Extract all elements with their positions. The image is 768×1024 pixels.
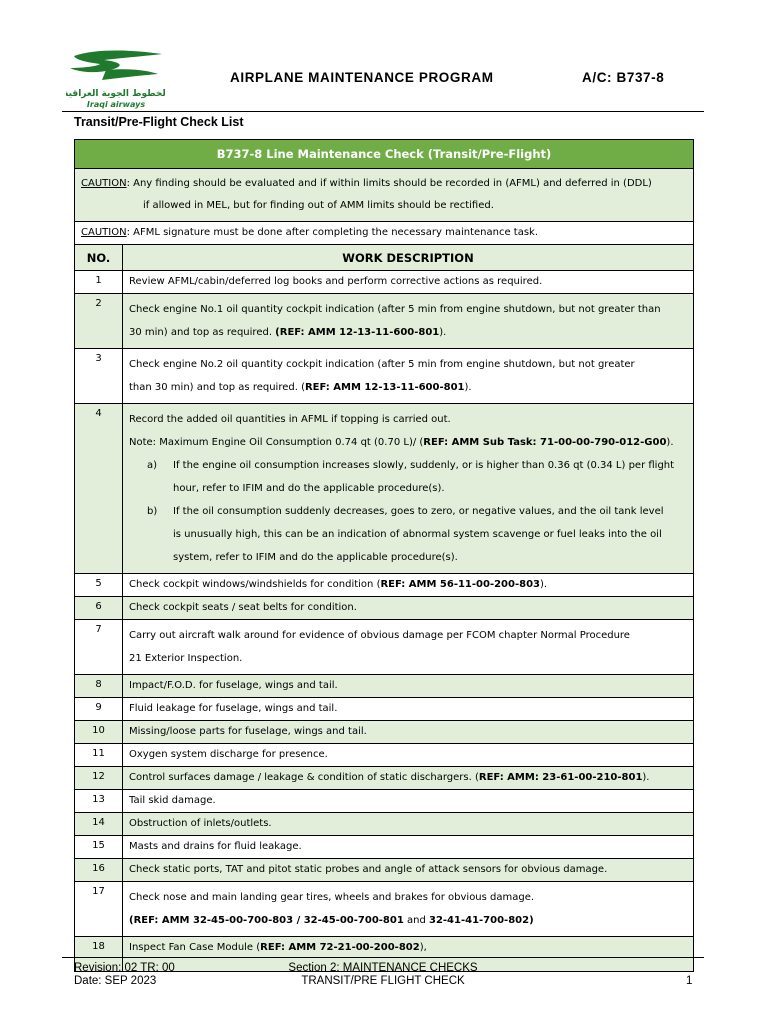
sub-item-text: hour, refer to IFIM and do the applicable procedure(s). (173, 483, 445, 494)
row-description-cont: than 30 min) and top as required. ( (129, 382, 305, 393)
table-row (75, 836, 694, 859)
caution-row (75, 169, 694, 222)
table-title: B737-8 Line Maintenance Check (Transit/Pre-Flight) (75, 140, 694, 169)
footer-center (276, 962, 490, 988)
table-row (75, 813, 694, 836)
col-header-no: NO. (75, 245, 123, 271)
table-row (75, 698, 694, 721)
caution-row (75, 222, 694, 245)
sub-item-text: If the engine oil consumption increases slowly, suddenly, or is higher than 0.36 qt (0.34 L) per flight (173, 460, 675, 471)
row-number: 4 (75, 404, 123, 574)
punctuation: ). (642, 772, 650, 783)
conjunction: and (403, 915, 429, 926)
sub-item-a (129, 454, 687, 500)
punctuation: ). (666, 437, 674, 448)
punctuation: ), (419, 942, 427, 953)
row-number: 6 (75, 597, 123, 620)
page-number: 1 (686, 975, 693, 987)
row-description: Inspect Fan Case Module ( (129, 942, 261, 953)
table-row (75, 882, 694, 937)
row-description: Carry out aircraft walk around for evidence of obvious damage per FCOM chapter Normal Procedure (129, 630, 630, 641)
program-title: AIRPLANE MAINTENANCE PROGRAM (230, 70, 494, 85)
logo-english-text: Iraqi airways (86, 100, 146, 109)
row-number: 2 (75, 294, 123, 349)
table-title-row (75, 140, 694, 169)
row-description-cont: 21 Exterior Inspection. (129, 653, 243, 664)
table-row (75, 767, 694, 790)
amm-reference: REF: AMM 12-13-11-600-801 (304, 382, 465, 393)
aircraft-type: A/C: B737-8 (582, 70, 665, 85)
sub-item-text: system, refer to IFIM and do the applicable procedure(s). (173, 552, 458, 563)
table-row (75, 859, 694, 882)
column-header-row (75, 245, 694, 271)
row-description: Masts and drains for fluid leakage. (129, 841, 302, 852)
row-description: Obstruction of inlets/outlets. (129, 818, 272, 829)
punctuation: ). (540, 579, 548, 590)
caution-text: : AFML signature must be done after completing the necessary maintenance task. (126, 227, 539, 238)
row-number: 10 (75, 721, 123, 744)
row-description: Check engine No.2 oil quantity cockpit indication (after 5 min from engine shutdown, but not greater (129, 359, 635, 370)
amm-reference: (REF: AMM 32-45-00-700-803 / 32-45-00-700-801 (129, 915, 404, 926)
row-number: 9 (75, 698, 123, 721)
sub-item-text: If the oil consumption suddenly decreases, goes to zero, or negative values, and the oil tank level (173, 506, 664, 517)
row-description: Review AFML/cabin/deferred log books and perform corrective actions as required. (129, 276, 543, 287)
subsection-name: TRANSIT/PRE FLIGHT CHECK (301, 975, 465, 987)
table-row (75, 349, 694, 404)
row-number: 14 (75, 813, 123, 836)
revision-date: Date: SEP 2023 (74, 975, 157, 987)
row-description-cont: 30 min) and top as required. (129, 327, 276, 338)
row-description: Check engine No.1 oil quantity cockpit indication (after 5 min from engine shutdown, but not greater than (129, 304, 661, 315)
col-header-description: WORK DESCRIPTION (123, 245, 694, 271)
sub-item-b (129, 500, 687, 569)
amm-reference: 32-41-41-700-802) (428, 915, 534, 926)
amm-reference: (REF: AMM 12-13-11-600-801 (275, 327, 440, 338)
section-name: Section 2: MAINTENANCE CHECKS (288, 962, 478, 974)
amm-reference: REF: AMM: 23-61-00-210-801 (478, 772, 643, 783)
amm-reference: REF: AMM 72-21-00-200-802 (260, 942, 420, 953)
table-row (75, 294, 694, 349)
footer-divider (62, 957, 704, 958)
row-description: Record the added oil quantities in AFML if topping is carried out. (129, 414, 451, 425)
caution-label: CAUTION (81, 227, 127, 238)
row-number: 11 (75, 744, 123, 767)
row-number: 18 (75, 937, 123, 972)
row-number: 5 (75, 574, 123, 597)
row-description: Tail skid damage. (129, 795, 216, 806)
row-description: Fluid leakage for fuselage, wings and tail. (129, 703, 338, 714)
table-row (75, 271, 694, 294)
amm-reference: REF: AMM Sub Task: 71-00-00-790-012-G00 (423, 437, 667, 448)
caution-text: : Any finding should be evaluated and if within limits should be recorded in (AFML) and deferred in (DDL) (126, 178, 652, 189)
row-description: Impact/F.O.D. for fuselage, wings and tail. (129, 680, 338, 691)
table-row (75, 790, 694, 813)
row-description: Check cockpit windows/windshields for condition ( (129, 579, 381, 590)
table-row (75, 597, 694, 620)
row-description: Check cockpit seats / seat belts for condition. (129, 602, 357, 613)
amm-reference: REF: AMM 56-11-00-200-803 (380, 579, 541, 590)
header-divider (62, 111, 704, 112)
caution-text-cont: if allowed in MEL, but for finding out of AMM limits should be rectified. (143, 200, 494, 211)
row-description: Check nose and main landing gear tires, wheels and brakes for obvious damage. (129, 892, 535, 903)
logo-arabic-text: الخطوط الجوية العراقية (66, 89, 166, 99)
checklist-title: Transit/Pre-Flight Check List (74, 115, 244, 129)
oil-consumption-note: Note: Maximum Engine Oil Consumption 0.74 qt (0.70 L)/ ( (129, 437, 424, 448)
row-number: 13 (75, 790, 123, 813)
row-description: Check static ports, TAT and pitot static probes and angle of attack sensors for obvious damage. (129, 864, 608, 875)
row-number: 3 (75, 349, 123, 404)
footer-left (74, 962, 175, 988)
row-number: 16 (75, 859, 123, 882)
sub-item-text: is unusually high, this can be an indication of abnormal system scavenge or fuel leaks into the oil (173, 529, 662, 540)
table-row (75, 620, 694, 675)
sub-item-label: a) (147, 460, 158, 471)
row-number: 7 (75, 620, 123, 675)
revision-info: Revision: 02 TR: 00 (74, 962, 175, 974)
row-number: 17 (75, 882, 123, 937)
caution-label: CAUTION (81, 178, 127, 189)
sub-item-label: b) (147, 506, 158, 517)
punctuation: ). (439, 327, 447, 338)
iraqi-airways-logo (66, 48, 166, 110)
table-row (75, 721, 694, 744)
punctuation: ). (464, 382, 472, 393)
row-description: Control surfaces damage / leakage & condition of static dischargers. ( (129, 772, 479, 783)
table-row (75, 574, 694, 597)
row-number: 12 (75, 767, 123, 790)
row-number: 8 (75, 675, 123, 698)
row-description: Missing/loose parts for fuselage, wings and tail. (129, 726, 367, 737)
table-row (75, 404, 694, 574)
table-row (75, 744, 694, 767)
row-description: Oxygen system discharge for presence. (129, 749, 328, 760)
check-table (74, 139, 694, 972)
table-row (75, 675, 694, 698)
row-number: 15 (75, 836, 123, 859)
row-number: 1 (75, 271, 123, 294)
